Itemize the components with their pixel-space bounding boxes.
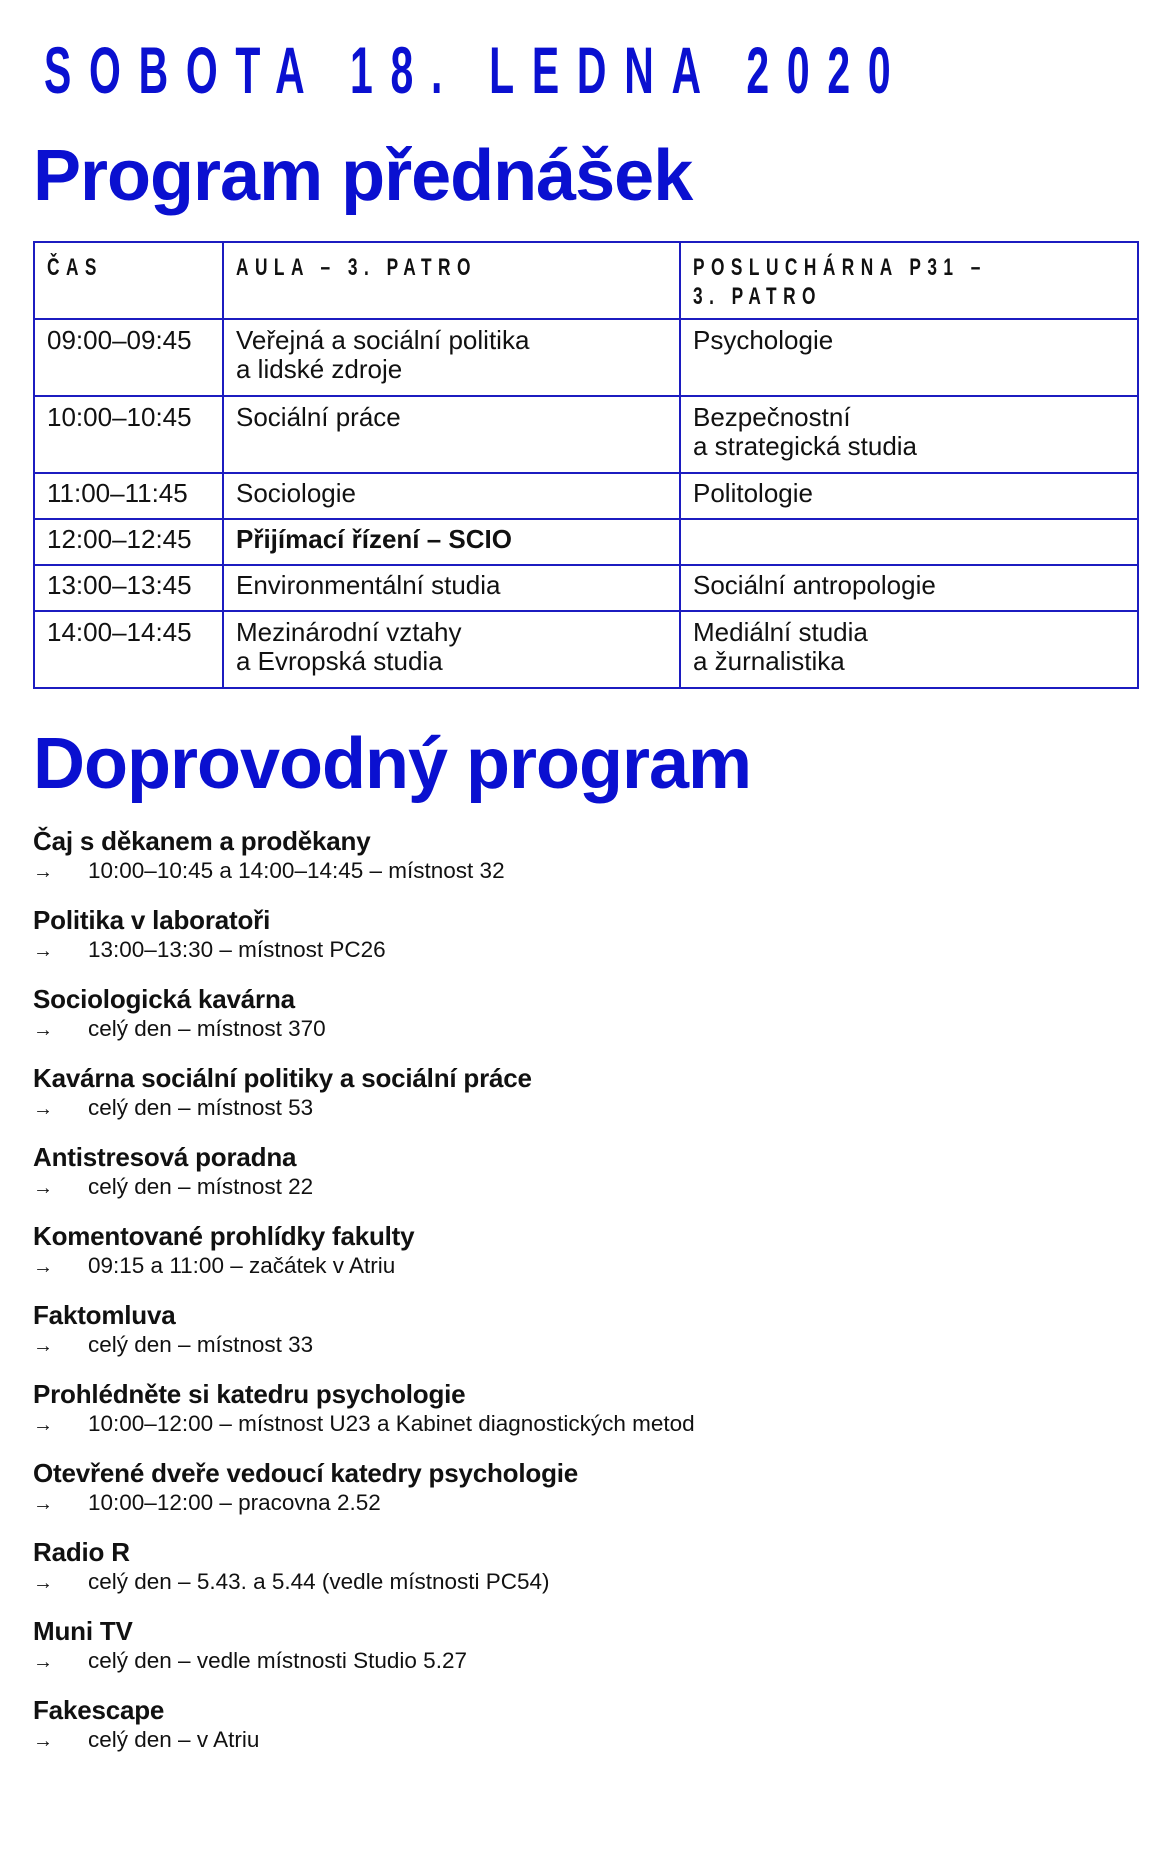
item-detail	[33, 1251, 1133, 1281]
side-program-title: Doprovodný program	[33, 724, 752, 804]
item-detail-text: 10:00–10:45 a 14:00–14:45 – místnost 32	[88, 858, 505, 883]
item-title: Politika v laboratoři	[33, 905, 271, 935]
arrow-right-icon: →	[33, 861, 53, 883]
item-detail	[33, 1646, 1133, 1676]
arrow-right-icon: →	[33, 1572, 53, 1594]
list-item	[33, 1458, 1133, 1537]
item-detail	[33, 856, 1133, 886]
arrow-right-icon: →	[33, 1335, 53, 1357]
table-row	[34, 473, 1138, 519]
list-item	[33, 826, 1133, 905]
cell-p31-empty	[680, 519, 1138, 565]
cell-line: Mediální studia	[693, 617, 868, 647]
item-detail-text: 10:00–12:00 – pracovna 2.52	[88, 1490, 381, 1515]
item-detail-text: celý den – místnost 53	[88, 1095, 314, 1120]
cell-line: Mezinárodní vztahy	[236, 617, 462, 647]
date-heading	[44, 32, 908, 108]
item-detail-text: 09:15 a 11:00 – začátek v Atriu	[88, 1253, 396, 1278]
lectures-title: Program přednášek	[33, 136, 693, 216]
cell-line: Environmentální studia	[236, 570, 501, 600]
cell-time: 11:00–11:45	[34, 473, 223, 519]
cell-p31	[680, 319, 1138, 396]
table-row	[34, 319, 1138, 396]
arrow-right-icon: →	[33, 1414, 53, 1436]
item-detail	[33, 1409, 1133, 1439]
cell-line: Sociální práce	[236, 402, 401, 432]
list-item	[33, 1616, 1133, 1695]
item-detail-text: celý den – místnost 370	[88, 1016, 326, 1041]
table-row	[34, 519, 1138, 565]
column-header-label	[693, 253, 1122, 311]
column-header-label: ČAS	[47, 254, 103, 281]
cell-line: Politologie	[693, 478, 813, 508]
cell-line-highlight: Přijímací řízení – SCIO	[236, 524, 512, 554]
item-title: Faktomluva	[33, 1300, 176, 1330]
item-title: Muni TV	[33, 1616, 133, 1646]
column-header-p31	[680, 242, 1138, 319]
date-text: SOBOTA 18. LEDNA 2020	[44, 33, 909, 107]
item-title: Fakescape	[33, 1695, 165, 1725]
cell-p31	[680, 473, 1138, 519]
item-title: Radio R	[33, 1537, 130, 1567]
arrow-right-icon: →	[33, 1256, 53, 1278]
item-detail	[33, 1172, 1133, 1202]
list-item	[33, 984, 1133, 1063]
item-title: Prohlédněte si katedru psychologie	[33, 1379, 466, 1409]
item-detail	[33, 1488, 1133, 1518]
list-item	[33, 1695, 1133, 1774]
arrow-right-icon: →	[33, 940, 53, 962]
cell-line: a lidské zdroje	[236, 354, 403, 384]
cell-line: Sociologie	[236, 478, 356, 508]
list-item	[33, 1300, 1133, 1379]
item-title: Komentované prohlídky fakulty	[33, 1221, 415, 1251]
table-header-row	[34, 242, 1138, 319]
cell-line: Veřejná a sociální politika	[236, 325, 530, 355]
item-detail-text: celý den – místnost 22	[88, 1174, 314, 1199]
column-header-label: AULA – 3. PATRO	[236, 254, 477, 281]
table-row	[34, 565, 1138, 611]
arrow-right-icon: →	[33, 1651, 53, 1673]
item-detail-text: 10:00–12:00 – místnost U23 a Kabinet diagnostických metod	[88, 1411, 695, 1436]
side-program-list	[33, 826, 1133, 1774]
item-detail-text: celý den – vedle místnosti Studio 5.27	[88, 1648, 467, 1673]
item-detail	[33, 1014, 1133, 1044]
item-detail	[33, 1330, 1133, 1360]
lecture-schedule-table	[33, 241, 1139, 689]
item-detail-text: celý den – 5.43. a 5.44 (vedle místnosti PC54)	[88, 1569, 550, 1594]
item-detail-text: celý den – v Atriu	[88, 1727, 260, 1752]
cell-aula	[223, 319, 680, 396]
item-title: Čaj s děkanem a proděkany	[33, 826, 371, 856]
table-row	[34, 396, 1138, 473]
cell-aula	[223, 565, 680, 611]
column-header-line: 3. PATRO	[693, 283, 822, 310]
cell-aula	[223, 611, 680, 688]
cell-time: 13:00–13:45	[34, 565, 223, 611]
item-detail	[33, 1567, 1133, 1597]
item-detail-text: 13:00–13:30 – místnost PC26	[88, 937, 386, 962]
arrow-right-icon: →	[33, 1098, 53, 1120]
item-detail	[33, 935, 1133, 965]
arrow-right-icon: →	[33, 1177, 53, 1199]
list-item	[33, 1142, 1133, 1221]
cell-time: 09:00–09:45	[34, 319, 223, 396]
cell-p31	[680, 611, 1138, 688]
cell-aula	[223, 519, 680, 565]
cell-line: a žurnalistika	[693, 646, 845, 676]
item-title: Sociologická kavárna	[33, 984, 295, 1014]
list-item	[33, 1063, 1133, 1142]
item-detail	[33, 1093, 1133, 1123]
cell-line: Psychologie	[693, 325, 834, 355]
item-detail	[33, 1725, 1133, 1755]
cell-line: a Evropská studia	[236, 646, 443, 676]
cell-time: 14:00–14:45	[34, 611, 223, 688]
column-header-time	[34, 242, 223, 319]
cell-p31	[680, 396, 1138, 473]
list-item	[33, 905, 1133, 984]
arrow-right-icon: →	[33, 1019, 53, 1041]
arrow-right-icon: →	[33, 1493, 53, 1515]
table-row	[34, 611, 1138, 688]
cell-line: Sociální antropologie	[693, 570, 936, 600]
cell-line: a strategická studia	[693, 431, 918, 461]
list-item	[33, 1221, 1133, 1300]
list-item	[33, 1537, 1133, 1616]
column-header-line: POSLUCHÁRNA P31 –	[693, 254, 987, 281]
cell-time: 10:00–10:45	[34, 396, 223, 473]
list-item	[33, 1379, 1133, 1458]
cell-line: Bezpečnostní	[693, 402, 851, 432]
cell-p31	[680, 565, 1138, 611]
cell-aula	[223, 473, 680, 519]
item-title: Kavárna sociální politiky a sociální práce	[33, 1063, 532, 1093]
item-title: Antistresová poradna	[33, 1142, 297, 1172]
item-detail-text: celý den – místnost 33	[88, 1332, 314, 1357]
cell-aula	[223, 396, 680, 473]
item-title: Otevřené dveře vedoucí katedry psychologie	[33, 1458, 579, 1488]
cell-time: 12:00–12:45	[34, 519, 223, 565]
arrow-right-icon: →	[33, 1730, 53, 1752]
column-header-aula	[223, 242, 680, 319]
